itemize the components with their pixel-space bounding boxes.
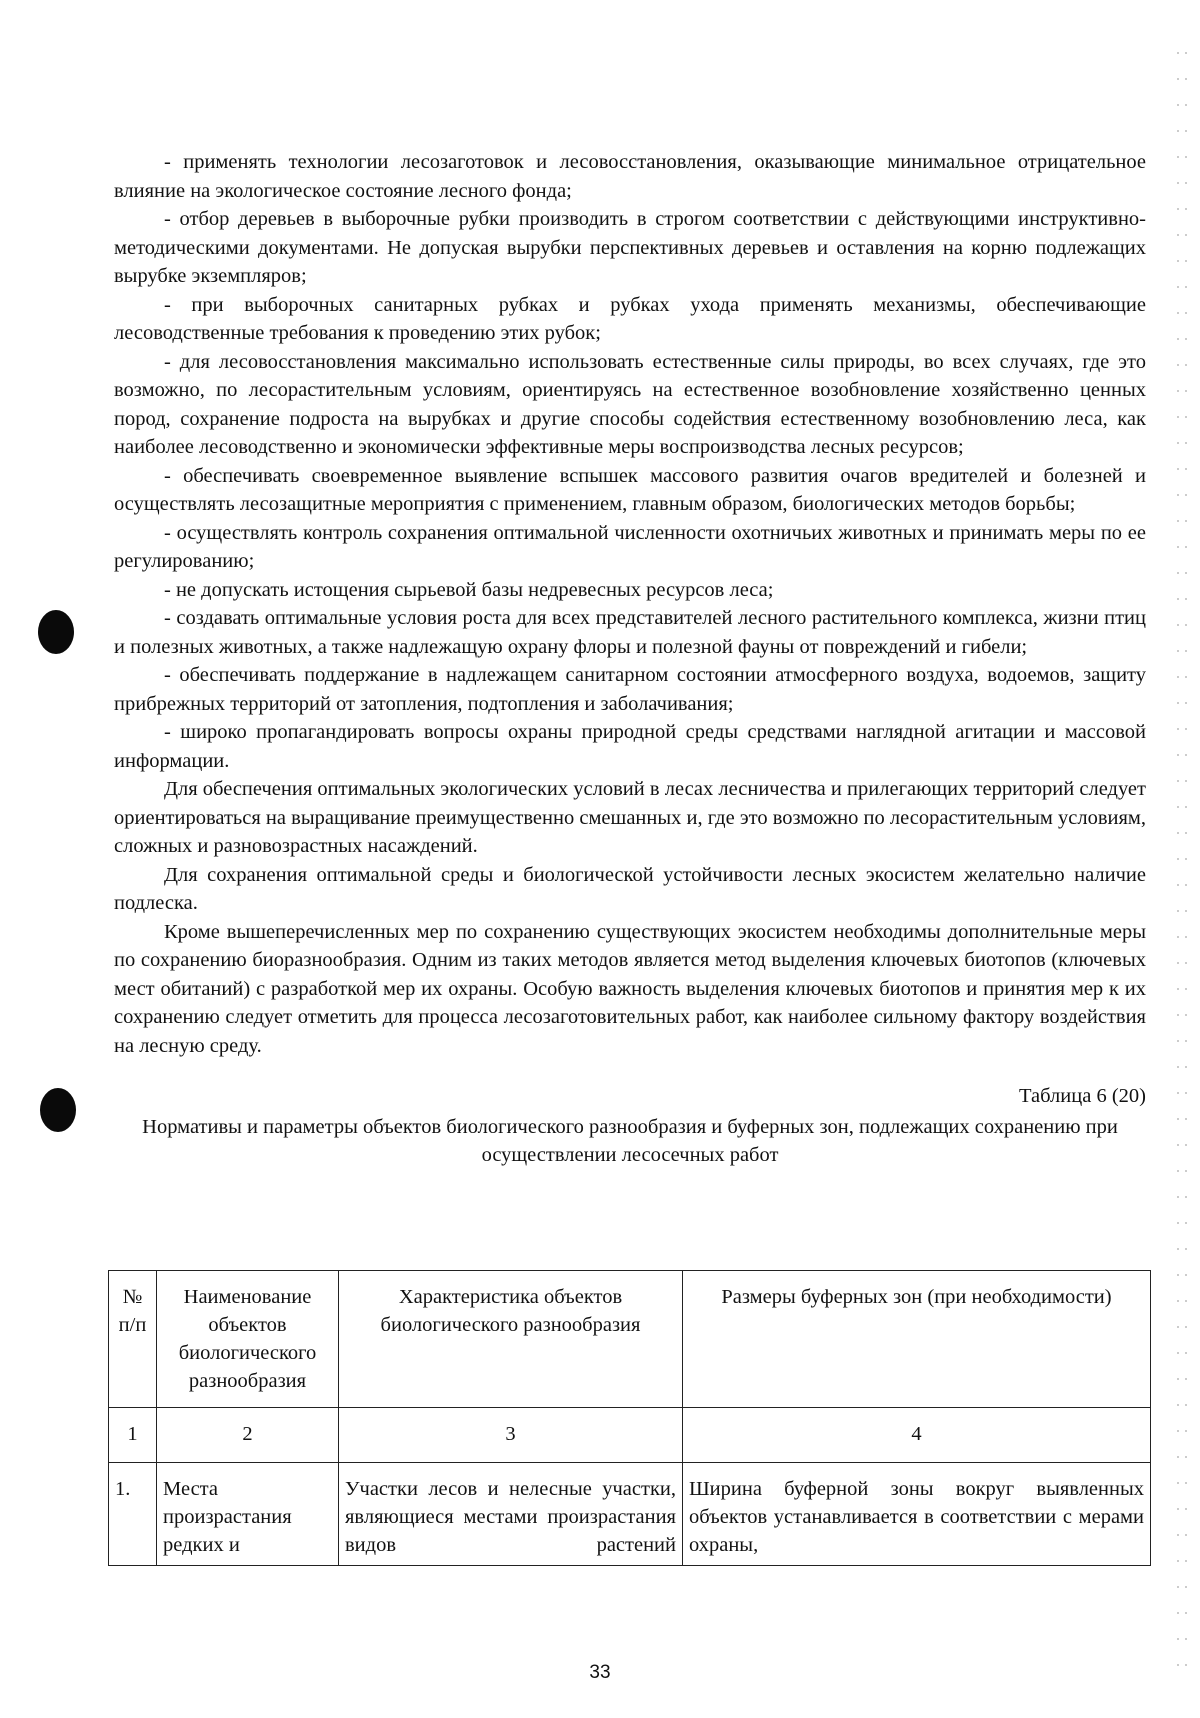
paragraph: Для сохранения оптимальной среды и биологической устойчивости лесных экосистем желательно наличие подлеска. [114,863,1146,914]
paragraph: Для обеспечения оптимальных экологических условий в лесах лесничества и прилегающих территорий следует ориентироваться на выращивание преимущественно смешанных и, где это возможно по лесорастительным условиям, сложных и разновозрастных насаждений. [114,778,1146,857]
row-object-name: Места произрастания редких и [157,1463,339,1566]
header-cell-characteristic: Характеристика объектов биологического разнообразия [339,1271,683,1408]
row-buffer-zone: Ширина буферной зоны вокруг выявленных объектов устанавливается в соответствии с мерами охраны, [683,1463,1151,1566]
biodiversity-table [108,1270,1151,1566]
column-number: 2 [157,1408,339,1463]
row-characteristic: Участки лесов и нелесные участки, являющиеся местами произрастания видов растений [339,1463,683,1566]
table-column-number-row [109,1408,1151,1463]
table-header-row [109,1271,1151,1408]
column-number: 4 [683,1408,1151,1463]
header-cell-name: Наименование объектов биологического разнообразия [157,1271,339,1408]
body-text [114,148,1146,1170]
header-cell-buffer: Размеры буферных зон (при необходимости) [683,1271,1151,1408]
paragraph: - создавать оптимальные условия роста для всех представителей лесного растительного комплекса, жизни птиц и полезных животных, а также надлежащую охрану флоры и полезной фауны от повреждений и гибели; [114,607,1146,658]
scan-edge-noise [1174,40,1190,1680]
table-row [109,1463,1151,1566]
paragraph: Кроме вышеперечисленных мер по сохранению существующих экосистем необходимы дополнительные меры по сохранению биоразнообразия. Одним из таких методов является метод выделения ключевых биотопов (ключевых мест обитаний) с разработкой мер их охраны. Особую важность выделения ключевых биотопов и принятия мер к их сохранению следует отметить для процесса лесозаготовительных работ, как наиболее сильному фактору воздействия на лесную среду. [114,920,1146,1057]
column-number: 1 [109,1408,157,1463]
punch-hole-upper [38,610,74,654]
paragraph: - осуществлять контроль сохранения оптимальной численности охотничьих животных и принимать меры по ее регулированию; [114,521,1146,572]
paragraph: - при выборочных санитарных рубках и рубках ухода применять механизмы, обеспечивающие лесоводственные требования к проведению этих рубок; [114,293,1146,344]
paragraph: - обеспечивать поддержание в надлежащем санитарном состоянии атмосферного воздуха, водоемов, защиту прибрежных территорий от затопления, подтопления и заболачивания; [114,664,1146,715]
paragraph: - для лесовосстановления максимально использовать естественные силы природы, во всех случаях, где это возможно, по лесорастительным условиям, ориентируясь на естественное возобновление хозяйственно ценных пород, сохранение подроста на вырубках и другие способы содействия естественному возобновлению леса, как наиболее лесоводственно и экономически эффективные меры воспроизводства лесных ресурсов; [114,350,1146,458]
row-number: 1. [109,1463,157,1566]
column-number: 3 [339,1408,683,1463]
page-number: 33 [589,1662,611,1683]
paragraph: - обеспечивать своевременное выявление вспышек массового развития очагов вредителей и болезней и осуществлять лесозащитные мероприятия с применением, главным образом, биологических методов борьбы; [114,464,1146,515]
paragraph: - применять технологии лесозаготовок и лесовосстановления, оказывающие минимальное отрицательное влияние на экологическое состояние лесного фонда; [114,151,1146,202]
header-cell-num: № п/п [109,1271,157,1408]
paragraph: - отбор деревьев в выборочные рубки производить в строгом соответствии с действующими инструктивно-методическими документами. Не допуская вырубки перспективных деревьев и оставления на корню подлежащих вырубке экземпляров; [114,208,1146,287]
paragraph: - не допускать истощения сырьевой базы недревесных ресурсов леса; [164,578,774,601]
punch-hole-lower [40,1088,76,1132]
table-label: Таблица 6 (20) [1019,1085,1146,1107]
table-title: Нормативы и параметры объектов биологического разнообразия и буферных зон, подлежащих сохранению при осуществлении лесосечных работ [142,1115,1118,1166]
paragraph: - широко пропагандировать вопросы охраны природной среды средствами наглядной агитации и массовой информации. [114,721,1146,772]
